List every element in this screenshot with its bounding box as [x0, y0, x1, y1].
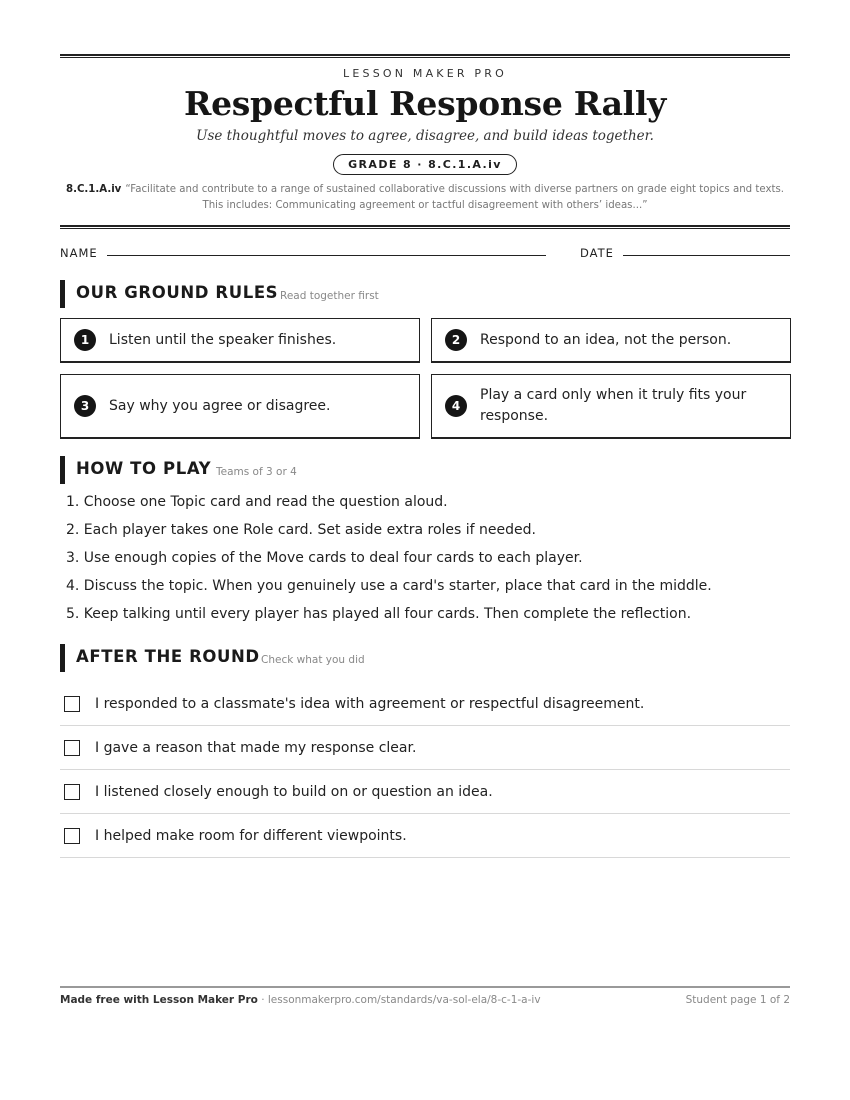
name-date-row	[60, 246, 790, 260]
checklist-text: I helped make room for different viewpoints.	[95, 827, 407, 844]
number-badge: 3	[74, 395, 96, 417]
standard-text: “Facilitate and contribute to a range of sustained collaborative discussions with diverse partners on grade eight topics and texts. This includes: Communicating agreement or tactful disagreement with others’ ideas...”	[125, 184, 785, 211]
page-subtitle: Use thoughtful moves to agree, disagree, and build ideas together.	[196, 128, 654, 144]
standard-code: 8.C.1.A.iv	[65, 184, 122, 195]
footer-rule	[60, 986, 790, 988]
date-label: DATE	[580, 246, 614, 260]
section-subtitle: Read together first	[280, 290, 379, 302]
section-subtitle: Check what you did	[261, 654, 365, 666]
checklist-text: I responded to a classmate's idea with agreement or respectful disagreement.	[95, 695, 645, 712]
header-bottom-rule	[60, 225, 790, 229]
date-field[interactable]	[623, 255, 790, 256]
step-item: 1. Choose one Topic card and read the question aloud.	[66, 494, 448, 510]
section-bar	[60, 644, 65, 672]
number-badge: 1	[74, 329, 96, 351]
brand-label: LESSON MAKER PRO	[343, 67, 507, 80]
page-number: Student page 1 of 2	[685, 994, 790, 1006]
page-title: Respectful Response Rally	[183, 84, 667, 123]
checklist-item	[60, 726, 790, 770]
steps-list	[66, 491, 790, 631]
checkbox[interactable]	[64, 784, 80, 800]
ground-rule-card	[60, 318, 420, 363]
step-item: 4. Discuss the topic. When you genuinely use a card's starter, place that card in the middle.	[66, 578, 712, 594]
number-badge: 2	[445, 329, 467, 351]
ground-rule-card	[60, 374, 420, 439]
name-field[interactable]	[107, 255, 546, 256]
how-to-play-heading	[60, 456, 790, 484]
checkbox[interactable]	[64, 828, 80, 844]
footer-made-with: Made free with Lesson Maker Pro	[60, 994, 258, 1006]
top-rule	[60, 54, 790, 58]
step-item: 2. Each player takes one Role card. Set aside extra roles if needed.	[66, 522, 536, 538]
footer-url: · lessonmakerpro.com/standards/va-sol-ela/8-c-1-a-iv	[257, 994, 541, 1006]
footer	[60, 994, 790, 1006]
grade-badge: GRADE 8 · 8.C.1.A.iv	[333, 154, 517, 175]
ground-rules-heading	[60, 280, 790, 308]
section-title: OUR GROUND RULES	[76, 283, 279, 302]
ground-rule-card	[431, 318, 791, 363]
step-item: 5. Keep talking until every player has played all four cards. Then complete the reflection.	[66, 606, 692, 622]
standard-description	[60, 182, 790, 214]
checkbox[interactable]	[64, 740, 80, 756]
number-badge: 4	[445, 395, 467, 417]
section-subtitle: Teams of 3 or 4	[216, 466, 297, 478]
section-bar	[60, 456, 65, 484]
ground-rule-card	[431, 374, 791, 439]
section-title: AFTER THE ROUND	[76, 647, 260, 666]
ground-rule-text: Play a card only when it truly fits your response.	[480, 387, 747, 424]
ground-rule-text: Respond to an idea, not the person.	[480, 331, 732, 348]
section-title: HOW TO PLAY	[76, 459, 212, 478]
checklist-item	[60, 814, 790, 858]
ground-rule-text: Listen until the speaker finishes.	[109, 331, 337, 348]
checklist-item	[60, 682, 790, 726]
checklist-text: I listened closely enough to build on or question an idea.	[95, 783, 493, 800]
checklist-text: I gave a reason that made my response clear.	[95, 739, 417, 756]
name-label: NAME	[60, 246, 98, 260]
section-bar	[60, 280, 65, 308]
ground-rule-text: Say why you agree or disagree.	[109, 397, 331, 414]
checklist-item	[60, 770, 790, 814]
after-round-heading	[60, 644, 790, 672]
step-item: 3. Use enough copies of the Move cards to deal four cards to each player.	[66, 550, 583, 566]
checkbox[interactable]	[64, 696, 80, 712]
reflection-checklist	[60, 682, 790, 858]
